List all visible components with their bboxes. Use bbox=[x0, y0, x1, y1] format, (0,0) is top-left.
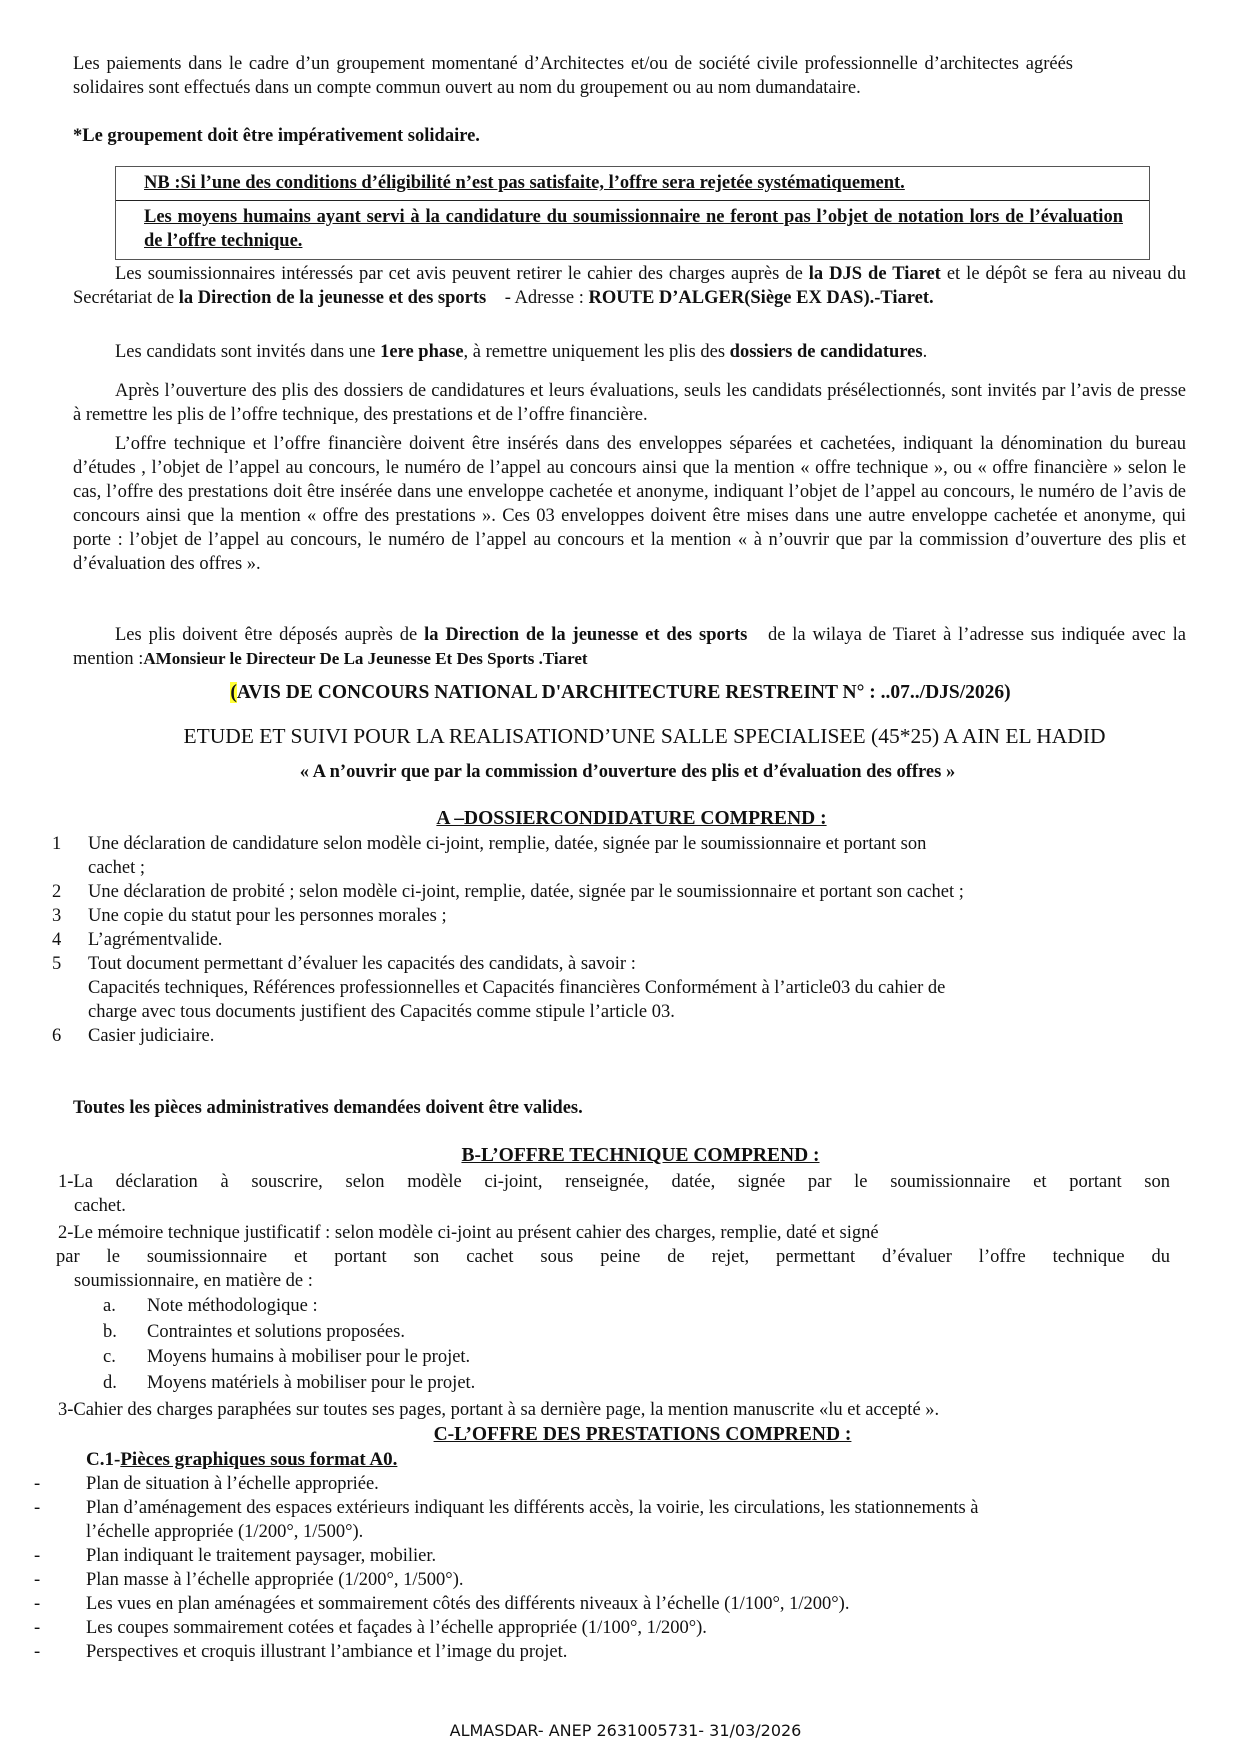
solidarity-note bbox=[73, 124, 1073, 148]
item-number: 2 bbox=[52, 882, 62, 902]
item-text: Une copie du statut pour les personnes morales ; bbox=[88, 906, 447, 926]
retrieval-paragraph bbox=[73, 262, 1186, 310]
nb-human-means-text: Les moyens humains ayant servi à la candidature du soumissionnaire ne feront pas l’objet de notation lors de l’évaluation de l’offre technique. bbox=[144, 207, 1123, 251]
item-number: 3 bbox=[52, 906, 62, 926]
list-item-continuation: Capacités techniques, Références professionnelles et Capacités financières Conformément à l’article03 du cahier de bbox=[88, 978, 946, 998]
list-item bbox=[34, 1472, 1184, 1496]
item-text: Les vues en plan aménagées et sommairement côtés des différents niveaux à l’échelle (1/100°, 1/200°). bbox=[86, 1594, 850, 1614]
dash-bullet: - bbox=[34, 1570, 41, 1590]
deposit-paragraph bbox=[73, 623, 1191, 671]
list-item bbox=[34, 1592, 1184, 1616]
list-item bbox=[52, 832, 1172, 856]
technical-item-1-cont: cachet. bbox=[74, 1196, 126, 1216]
technical-item-1: 1-La déclaration à souscrire, selon modèle ci-joint, renseignée, datée, signée par le soumissionnaire et portant son bbox=[58, 1172, 1170, 1192]
c1-prefix: C.1- bbox=[86, 1449, 121, 1470]
item-text: Une déclaration de candidature selon modèle ci-joint, remplie, datée, signée par le soumissionnaire et portant son bbox=[88, 834, 927, 854]
subitem-letter: d. bbox=[103, 1372, 117, 1393]
list-item bbox=[52, 928, 1172, 952]
address-value: ROUTE D’ALGER(Siège EX DAS).-Tiaret. bbox=[588, 288, 934, 308]
direction-name: la Direction de la jeunesse et des sports bbox=[424, 625, 748, 645]
list-item bbox=[34, 1640, 1184, 1664]
item-text: Perspectives et croquis illustrant l’ambiance et l’image du projet. bbox=[86, 1642, 568, 1662]
dash-bullet: - bbox=[34, 1474, 41, 1494]
item-text: Plan d’aménagement des espaces extérieurs indiquant les différents accès, la voirie, les circulations, les stationnements à bbox=[86, 1498, 979, 1518]
phase-text: . bbox=[922, 342, 928, 362]
item-number: 1 bbox=[52, 834, 62, 854]
payments-paragraph bbox=[73, 52, 1073, 100]
retrieval-text: et le dépôt se fera au niveau du Secrétariat de bbox=[73, 264, 1186, 308]
item-text: L’agrémentvalide. bbox=[88, 930, 223, 950]
item-text: Plan indiquant le traitement paysager, mobilier. bbox=[86, 1546, 437, 1566]
technical-item-3: 3-Cahier des charges paraphées sur toutes ses pages, portant à sa dernière page, la mention manuscrite «lu et accepté ». bbox=[58, 1400, 940, 1420]
list-item bbox=[34, 1568, 1184, 1592]
deposit-text: de la wilaya de Tiaret à l’adresse sus indiquée avec la mention : bbox=[73, 625, 1191, 669]
nb-row-eligibility bbox=[116, 167, 1149, 201]
item-text: Une déclaration de probité ; selon modèle ci-joint, remplie, datée, signée par le soumissionnaire et portant son cachet ; bbox=[88, 882, 964, 902]
section-c-list bbox=[34, 1472, 1184, 1664]
dash-bullet: - bbox=[34, 1546, 41, 1566]
list-item-continuation: cachet ; bbox=[88, 858, 145, 878]
item-text: Plan de situation à l’échelle appropriée. bbox=[86, 1474, 379, 1494]
do-not-open-mention: « A n’ouvrir que par la commission d’ouverture des plis et d’évaluation des offres » bbox=[299, 762, 956, 782]
subitem bbox=[103, 1294, 1003, 1320]
section-a-list bbox=[52, 832, 1172, 1048]
subitem-text: Note méthodologique : bbox=[147, 1296, 318, 1316]
envelopes-paragraph: L’offre technique et l’offre financière doivent être insérés dans des enveloppes séparées et cachetées, indiquant la dénomination du bureau d’études , l’objet de l’appel au concours, le numéro de l’appel au concours ainsi que la mention « offre technique », ou « offre financière » selon le cas, l’offre des prestations doit être insérée dans une enveloppe cachetée et anonyme, indiquant l’objet de l’appel au concours, le numéro de l’avis de concours ainsi que la mention « offre des prestations ». Ces 03 enveloppes doivent être mises dans une autre enveloppe cachetée et anonyme, qui porte : l’objet de l’appel au concours, le numéro de l’appel au concours et la mention « à n’ouvrir que par la commission d’ouverture des plis et d’évaluation des offres ». bbox=[73, 434, 1186, 574]
list-item bbox=[52, 880, 1172, 904]
solidarity-note-text: *Le groupement doit être impérativement solidaire. bbox=[73, 126, 480, 146]
item-number: 4 bbox=[52, 930, 62, 950]
subitem-text: Moyens matériels à mobiliser pour le projet. bbox=[147, 1372, 476, 1393]
publication-reference: ALMASDAR- ANEP 2631005731- 31/03/2026 bbox=[449, 1721, 802, 1740]
list-item bbox=[52, 1024, 1172, 1048]
list-item-continuation: charge avec tous documents justifient des Capacités comme stipule l’article 03. bbox=[88, 1002, 675, 1022]
dash-bullet: - bbox=[34, 1594, 41, 1614]
technical-item-2: 2-Le mémoire technique justificatif : selon modèle ci-joint au présent cahier des charges, remplie, daté et signé bbox=[58, 1223, 879, 1243]
subitem-letter: b. bbox=[103, 1321, 117, 1342]
subitem bbox=[103, 1320, 1003, 1346]
subitem-letter: c. bbox=[103, 1347, 116, 1367]
section-c1-title bbox=[86, 1448, 786, 1472]
retrieval-text: Les soumissionnaires intéressés par cet avis peuvent retirer le cahier des charges auprès de bbox=[115, 264, 809, 284]
subitem bbox=[103, 1345, 1003, 1371]
section-c-title: C-L’OFFRE DES PRESTATIONS COMPREND : bbox=[433, 1424, 852, 1445]
phase-number: 1ere phase bbox=[380, 342, 464, 362]
dash-bullet: - bbox=[34, 1642, 41, 1662]
list-item bbox=[34, 1496, 1184, 1520]
addressee: AMonsieur le Directeur De La Jeunesse Et Des Sports .Tiaret bbox=[143, 649, 588, 668]
nb-eligibility-text: NB :Si l’une des conditions d’éligibilité n’est pas satisfaite, l’offre sera rejetée systématiquement. bbox=[144, 173, 905, 193]
item-text: Tout document permettant d’évaluer les capacités des candidats, à savoir : bbox=[88, 954, 636, 974]
subitem-text: Moyens humains à mobiliser pour le projet. bbox=[147, 1347, 471, 1367]
dash-bullet: - bbox=[34, 1498, 41, 1518]
avis-number: AVIS DE CONCOURS NATIONAL D'ARCHITECTURE RESTREINT N° : ..07../DJS/2026) bbox=[236, 682, 1011, 703]
item-text: Plan masse à l’échelle appropriée (1/200°, 1/500°). bbox=[86, 1570, 464, 1590]
direction-name: la Direction de la jeunesse et des sports bbox=[178, 288, 487, 308]
phase-text: , à remettre uniquement les plis des bbox=[463, 342, 730, 362]
item-number: 6 bbox=[52, 1026, 62, 1046]
technical-subitems bbox=[103, 1294, 1003, 1396]
technical-item-2-cont: soumissionnaire, en matière de : bbox=[74, 1271, 313, 1291]
avis-concours-title bbox=[0, 681, 1241, 705]
validity-note: Toutes les pièces administratives demandées doivent être valides. bbox=[73, 1098, 583, 1118]
item-text: Casier judiciaire. bbox=[88, 1026, 215, 1046]
subitem bbox=[103, 1371, 1003, 1397]
section-b-list bbox=[58, 1170, 1170, 1293]
project-object: ETUDE ET SUIVI POUR LA REALISATIOND’UNE SALLE SPECIALISEE (45*25) A AIN EL HADID bbox=[183, 724, 1106, 748]
section-b-title: B-L’OFFRE TECHNIQUE COMPREND : bbox=[461, 1145, 820, 1166]
candidature-files: dossiers de candidatures bbox=[729, 342, 923, 362]
list-item-continuation: l’échelle appropriée (1/200°, 1/500°). bbox=[86, 1522, 364, 1542]
subitem-letter: a. bbox=[103, 1296, 116, 1316]
list-item bbox=[52, 904, 1172, 928]
list-item bbox=[34, 1544, 1184, 1568]
nb-notice-box bbox=[115, 166, 1150, 260]
section-a-title: A –DOSSIERCONDIDATURE COMPREND : bbox=[436, 808, 827, 829]
highlighted-paren: ( bbox=[230, 682, 237, 703]
deposit-text: Les plis doivent être déposés auprès de bbox=[115, 625, 425, 645]
address-label: - Adresse : bbox=[486, 288, 589, 308]
list-item bbox=[52, 952, 1172, 976]
phase-paragraph bbox=[73, 340, 1186, 364]
c1-title: Pièces graphiques sous format A0. bbox=[120, 1449, 398, 1470]
item-number: 5 bbox=[52, 954, 62, 974]
subitem-text: Contraintes et solutions proposées. bbox=[147, 1321, 405, 1342]
item-text: Les coupes sommairement cotées et façades à l’échelle appropriée (1/100°, 1/200°). bbox=[86, 1618, 707, 1638]
phase-text: Les candidats sont invités dans une bbox=[115, 342, 381, 362]
after-opening-paragraph: Après l’ouverture des plis des dossiers de candidatures et leurs évaluations, seuls les candidats présélectionnés, sont invités par l’avis de presse à remettre les plis de l’offre technique, des prestations et de l’offre financière. bbox=[73, 381, 1186, 425]
list-item bbox=[34, 1616, 1184, 1640]
dash-bullet: - bbox=[34, 1618, 41, 1638]
payments-text: Les paiements dans le cadre d’un groupement momentané d’Architectes et/ou de société civile professionnelle d’architectes agréés solidaires sont effectués dans un compte commun ouvert au nom du groupement ou au nom dumandataire. bbox=[73, 54, 1073, 98]
djs-tiaret: la DJS de Tiaret bbox=[808, 264, 941, 284]
technical-item-2-cont: par le soumissionnaire et portant son cachet sous peine de rejet, permettant d’évaluer l’offre technique du bbox=[56, 1247, 1170, 1267]
